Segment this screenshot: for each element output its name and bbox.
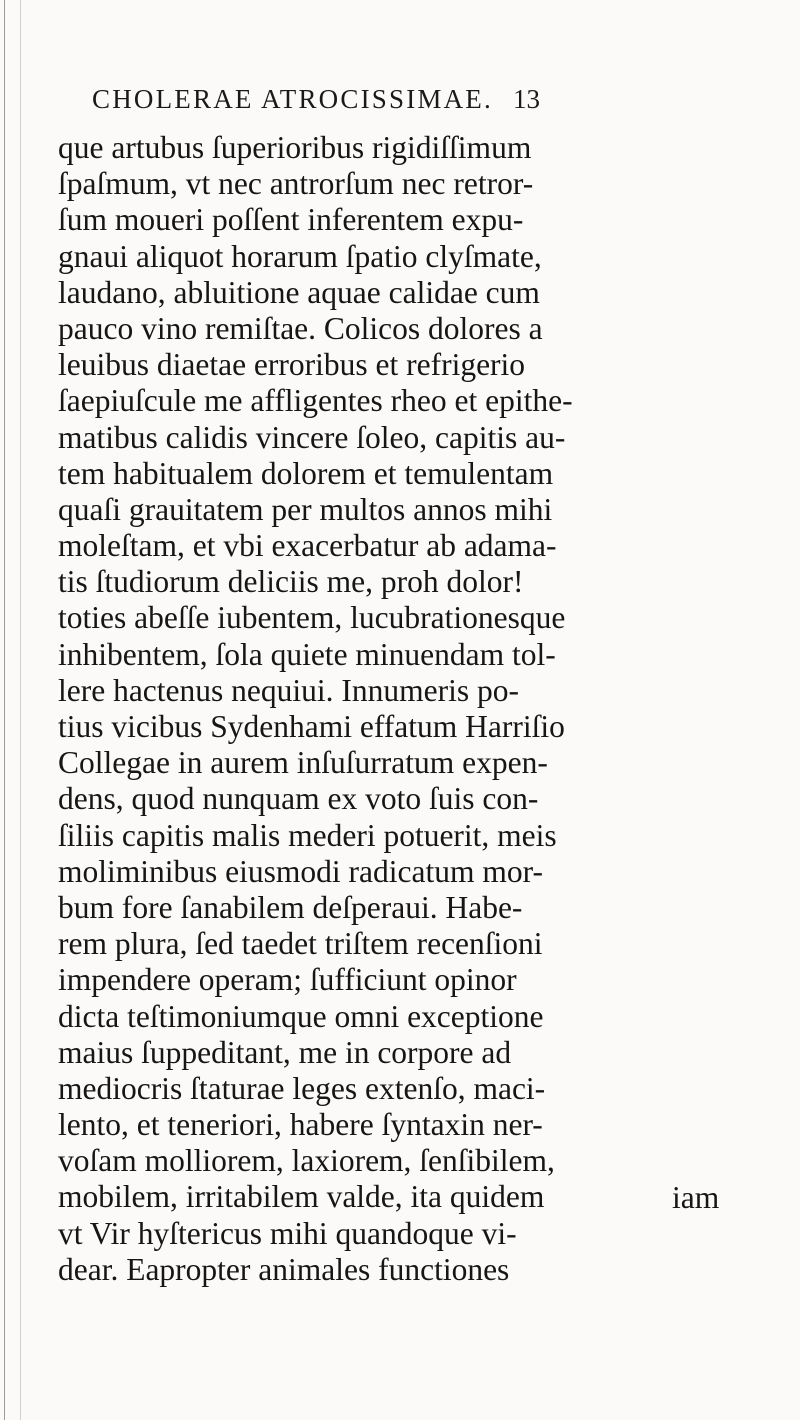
- text-line: que artubus ſuperioribus rigidiſſimum: [58, 130, 532, 165]
- text-line: matibus calidis vincere ſoleo, capitis au-: [58, 419, 566, 455]
- page-margin-rule: [20, 0, 21, 1420]
- text-line: voſam molliorem, laxiorem, ſenſibilem,: [58, 1143, 555, 1179]
- text-line: bum fore ſanabilem deſperaui. Habe-: [58, 889, 523, 925]
- text-line: maius ſuppeditant, me in corpore ad: [58, 1034, 512, 1070]
- text-line: leuibus diaetae erroribus et refrigerio: [58, 347, 526, 383]
- page-spine-edge: [4, 0, 5, 1420]
- text-line: toties abeſſe iubentem, lucubrationesque: [58, 600, 566, 636]
- text-line: inhibentem, ſola quiete minuendam tol-: [58, 636, 556, 672]
- text-line: gnaui aliquot horarum ſpatio clyſmate,: [58, 238, 542, 274]
- page-number: 13: [512, 84, 540, 114]
- running-title: CHOLERAE ATROCISSIMAE.: [92, 84, 493, 114]
- text-line: vt Vir hyſtericus mihi quandoque vi-: [58, 1215, 517, 1251]
- text-line: moleſtam, et vbi exacerbatur ab adama-: [58, 528, 557, 564]
- text-line: impendere operam; ſufficiunt opinor: [58, 962, 517, 998]
- text-line: tem habitualem dolorem et temulentam: [58, 455, 554, 491]
- catchword: iam: [672, 1180, 720, 1215]
- text-line: quaſi grauitatem per multos annos mihi: [58, 491, 553, 527]
- body-text: [58, 130, 758, 1288]
- text-line: ſum moueri poſſent inferentem expu-: [58, 202, 524, 238]
- text-line: tis ſtudiorum deliciis me, proh dolor!: [58, 564, 524, 600]
- text-line: dicta teſtimoniumque omni exceptione: [58, 998, 544, 1034]
- text-line: lento, et teneriori, habere ſyntaxin ner-: [58, 1107, 543, 1143]
- text-line: tius vicibus Sydenhami effatum Harriſio: [58, 709, 565, 744]
- text-line: lere hactenus nequiui. Innumeris po-: [58, 672, 519, 708]
- text-line: ſpaſmum, vt nec antrorſum nec retror-: [58, 166, 534, 202]
- text-line: dens, quod nunquam ex voto ſuis con-: [58, 781, 539, 817]
- text-line: laudano, abluitione aquae calidae cum: [58, 274, 540, 310]
- running-head: [92, 84, 692, 115]
- text-line: Collegae in aurem inſuſurratum expen-: [58, 745, 548, 781]
- text-line: rem plura, ſed taedet triſtem recenſioni: [58, 926, 543, 962]
- text-line: dear. Eapropter animales functiones: [58, 1251, 510, 1287]
- text-line: pauco vino remiſtae. Colicos dolores a: [58, 310, 543, 346]
- text-line: mediocris ſtaturae leges extenſo, maci-: [58, 1070, 546, 1106]
- text-line: ſaepiuſcule me affligentes rheo et epithe-: [58, 383, 573, 419]
- text-line: moliminibus eiusmodi radicatum mor-: [58, 853, 543, 889]
- text-line: mobilem, irritabilem valde, ita quidem: [58, 1179, 545, 1215]
- text-line: ſiliis capitis malis mederi potuerit, meis: [58, 817, 557, 853]
